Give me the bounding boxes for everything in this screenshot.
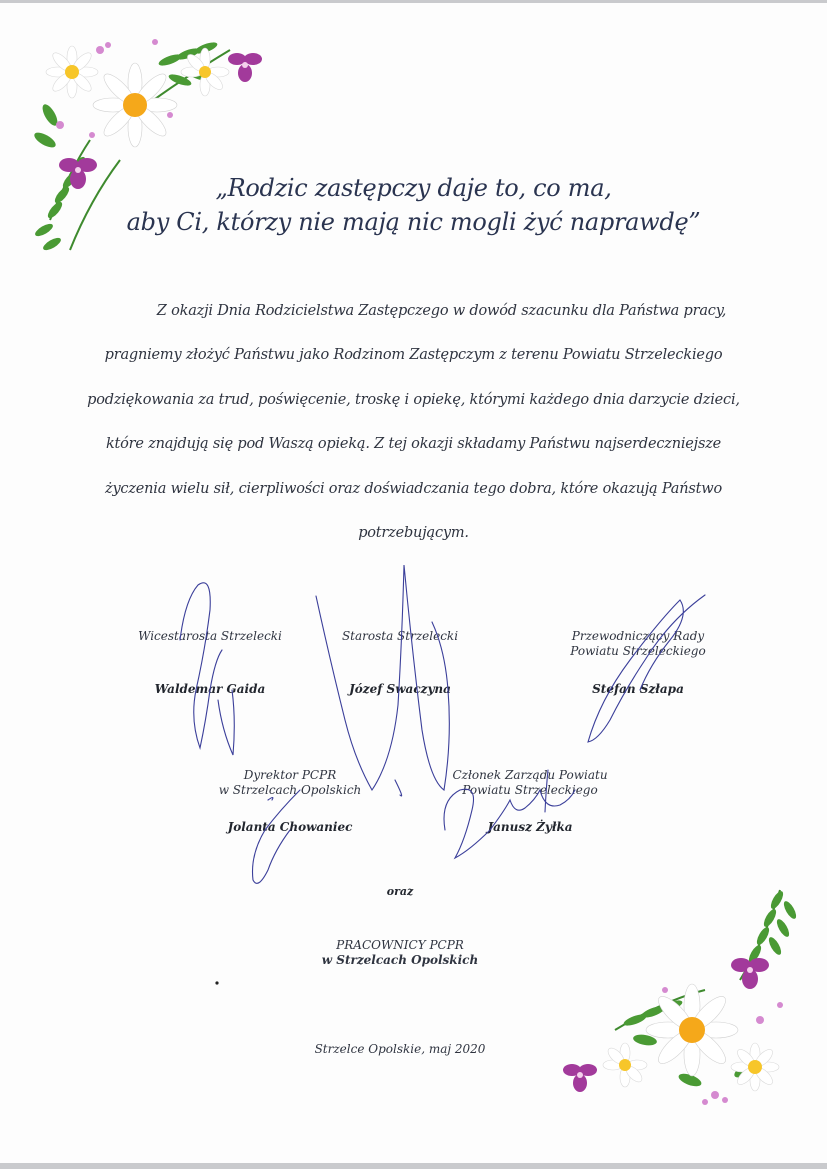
scan-edge-top [0, 0, 827, 3]
title-line-2: aby Ci, którzy nie mają nic mogli żyć naprawdę” [126, 208, 701, 236]
board-member-name: Janusz Żyłka [487, 820, 573, 834]
board-member-role [430, 768, 630, 798]
chairman-name: Stefan Szłapa [592, 682, 684, 696]
title-line-1: „Rodzic zastępczy daje to, co ma, [215, 174, 612, 202]
chairman-role-line-2: Powiatu Strzeleckiego [570, 644, 706, 658]
body-line-2: pragniemy złożyć Państwu jako Rodzinom Zastępczym z terenu Powiatu Strzeleckiego [104, 347, 723, 363]
ink-speck [215, 981, 218, 984]
body-line-5: życzenia wielu sił, cierpliwości oraz doświadczania tego dobra, które okazują Państwo [105, 481, 722, 497]
staff-line-2: w Strzelcach Opolskich [321, 953, 479, 967]
director-role-line-2: w Strzelcach Opolskich [218, 783, 362, 797]
staff-line-1: PRACOWNICY PCPR [336, 938, 464, 952]
signature-vice-starost [180, 583, 234, 755]
signature-starost [316, 565, 449, 796]
signature-chairman [588, 595, 705, 742]
director-role [200, 768, 380, 798]
place-date: Strzelce Opolskie, maj 2020 [314, 1042, 486, 1056]
body-line-6: potrzebującym. [358, 525, 469, 541]
body-line-3: podziękowania za trud, poświęcenie, troskę i opiekę, którymi każdego dnia darzycie dzieci, [87, 392, 740, 408]
and-text: oraz [386, 885, 414, 898]
director-name: Jolanta Chowaniec [227, 820, 353, 834]
signature-director [253, 790, 301, 883]
body-line-1: Z okazji Dnia Rodzicielstwa Zastępczego w dowód szacunku dla Państwa pracy, [156, 303, 727, 319]
scan-edge-bottom [0, 1163, 827, 1169]
chairman-role [548, 629, 728, 659]
board-member-role-line-1: Członek Zarządu Powiatu [452, 768, 608, 782]
starost-name: Józef Swaczyna [349, 682, 451, 696]
body-line-4: które znajdują się pod Waszą opieką. Z tej okazji składamy Państwu najserdeczniejsze [105, 436, 722, 452]
vice-starost-role: Wicestarosta Strzelecki [138, 629, 282, 643]
board-member-role-line-2: Powiatu Strzeleckiego [462, 783, 598, 797]
starost-role: Starosta Strzelecki [341, 629, 459, 643]
vice-starost-name: Waldemar Gaida [154, 682, 266, 696]
director-role-line-1: Dyrektor PCPR [243, 768, 337, 782]
flower-corner-bottom-right [555, 880, 805, 1120]
chairman-role-line-1: Przewodniczący Rady [571, 629, 705, 643]
staff-block [280, 938, 520, 968]
